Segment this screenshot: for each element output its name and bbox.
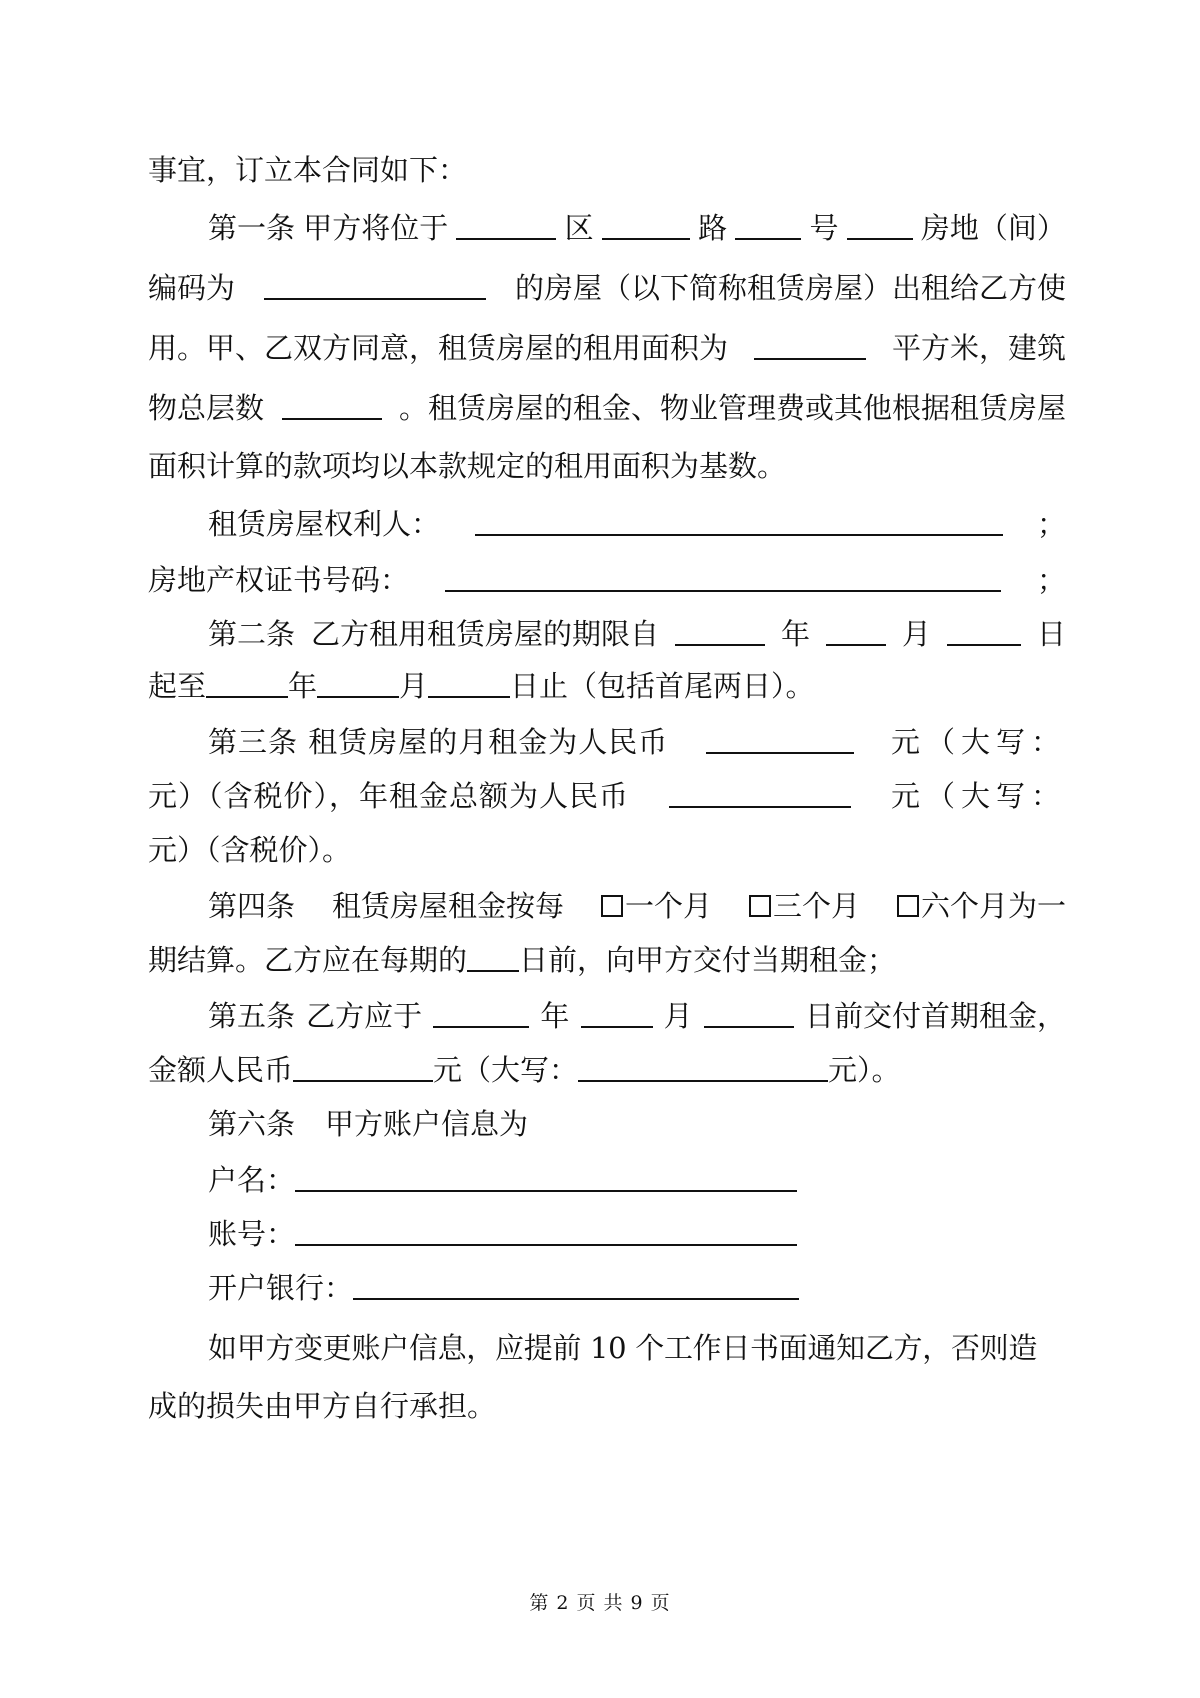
note-line-2 xyxy=(148,1386,1066,1426)
code-label: 编码为 xyxy=(148,271,236,305)
article-5-line-2 xyxy=(148,1050,1066,1090)
cert-end: ； xyxy=(1036,563,1066,597)
article-2-text: 乙方租用租赁房屋的期限自 xyxy=(311,617,660,651)
monthly-rent-label: 第三条 租赁房屋的月租金为人民币 xyxy=(208,725,669,759)
option-label: 三个月 xyxy=(772,889,860,923)
article-5-text: 日前交付首期租金， xyxy=(804,999,1066,1033)
paragraph-intro xyxy=(148,150,1066,190)
checkbox-icon[interactable] xyxy=(749,895,771,917)
article-5-line-1 xyxy=(208,996,1066,1036)
owner-end: ； xyxy=(1036,507,1066,541)
account-number-blank[interactable] xyxy=(295,1214,797,1246)
article-3-end: 元）（含税价）。 xyxy=(148,833,352,867)
number-blank[interactable] xyxy=(735,208,801,240)
bank-blank[interactable] xyxy=(353,1268,799,1300)
bank-line xyxy=(208,1268,1066,1308)
start-month-blank[interactable] xyxy=(826,614,886,646)
owner-label: 租赁房屋权利人： xyxy=(208,507,441,541)
month-label: 月 xyxy=(663,999,693,1033)
number-label: 号 xyxy=(809,211,839,245)
start-year-blank[interactable] xyxy=(675,614,765,646)
area-unit: 平方米，建筑 xyxy=(891,331,1066,365)
article-4-heading: 第四条 xyxy=(208,889,296,923)
room-label: 房地（间） xyxy=(920,211,1066,245)
day-label: 日 xyxy=(1036,617,1066,651)
annual-rent-label: 元）（含税价），年租金总额为人民币 xyxy=(148,779,630,813)
year-label: 年 xyxy=(288,669,318,703)
article-6-heading: 第六条 xyxy=(208,1107,296,1141)
amount-label: 金额人民币 xyxy=(148,1053,294,1087)
account-name-line xyxy=(208,1160,1066,1200)
room-blank[interactable] xyxy=(847,208,913,240)
month-label: 月 xyxy=(399,669,429,703)
article-6-line-1 xyxy=(208,1104,1066,1144)
district-blank[interactable] xyxy=(456,208,556,240)
year-label: 年 xyxy=(540,999,570,1033)
floors-label: 物总层数 xyxy=(148,391,265,425)
article-5-text: 乙方应于 xyxy=(306,999,423,1033)
first-pay-day-blank[interactable] xyxy=(704,996,794,1028)
option-three-months[interactable] xyxy=(749,886,860,926)
end-day-blank[interactable] xyxy=(428,666,510,698)
first-pay-month-blank[interactable] xyxy=(581,996,653,1028)
article-1-line-1 xyxy=(208,208,1066,248)
cert-line xyxy=(148,560,1066,600)
end-year-blank[interactable] xyxy=(206,666,288,698)
road-blank[interactable] xyxy=(602,208,690,240)
uppercase-label: 元（大写： xyxy=(890,725,1066,759)
bank-label: 开户银行： xyxy=(208,1271,354,1305)
article-1-text: 的房屋（以下简称租赁房屋）出租给乙方使 xyxy=(514,271,1066,305)
uppercase-label: 元（大写： xyxy=(433,1053,579,1087)
article-1-text: 用。甲、乙双方同意，租赁房屋的租用面积为 xyxy=(148,331,729,365)
article-4-text: 租赁房屋租金按每 xyxy=(331,889,564,923)
uppercase-label: 元（大写： xyxy=(890,779,1066,813)
intro-text: 事宜，订立本合同如下： xyxy=(148,153,468,187)
first-pay-uppercase-blank[interactable] xyxy=(578,1050,828,1082)
account-name-blank[interactable] xyxy=(295,1160,797,1192)
article-2-end: 日止（包括首尾两日）。 xyxy=(510,669,815,703)
cert-blank[interactable] xyxy=(445,560,1001,592)
monthly-rent-blank[interactable] xyxy=(706,722,854,754)
month-label: 月 xyxy=(901,617,931,651)
first-pay-year-blank[interactable] xyxy=(433,996,529,1028)
article-1-line-4 xyxy=(148,388,1066,428)
account-info-title: 甲方账户信息为 xyxy=(325,1107,529,1141)
article-1-text: 面积计算的款项均以本款规定的租用面积为基数。 xyxy=(148,449,787,483)
owner-line xyxy=(208,504,1066,544)
article-5-heading: 第五条 xyxy=(208,999,296,1033)
option-one-month[interactable] xyxy=(601,886,712,926)
checkbox-icon[interactable] xyxy=(897,895,919,917)
checkbox-icon[interactable] xyxy=(601,895,623,917)
district-label: 区 xyxy=(564,211,594,245)
owner-blank[interactable] xyxy=(475,504,1003,536)
area-blank[interactable] xyxy=(754,328,866,360)
start-day-blank[interactable] xyxy=(947,614,1021,646)
article-3-line-3 xyxy=(148,830,1066,870)
road-label: 路 xyxy=(698,211,728,245)
article-4-text: 期结算。乙方应在每期的 xyxy=(148,943,468,977)
first-pay-amount-blank[interactable] xyxy=(293,1050,433,1082)
code-blank[interactable] xyxy=(264,268,486,300)
article-2-line-2 xyxy=(148,666,1066,706)
until-label: 起至 xyxy=(148,669,207,703)
note-text: 成的损失由甲方自行承担。 xyxy=(148,1389,497,1423)
article-1-line-2 xyxy=(148,268,1066,308)
account-name-label: 户名： xyxy=(208,1163,296,1197)
option-label: 六个月为一 xyxy=(920,889,1066,923)
note-line-1 xyxy=(208,1328,1066,1368)
article-1-line-5 xyxy=(148,446,1066,486)
article-1-text: 甲方将位于 xyxy=(303,211,449,245)
page-number: 第 2 页 共 9 页 xyxy=(529,1592,671,1614)
account-number-line xyxy=(208,1214,1066,1254)
article-1-line-3 xyxy=(148,328,1066,368)
annual-rent-blank[interactable] xyxy=(669,776,851,808)
option-label: 一个月 xyxy=(624,889,712,923)
article-3-line-1 xyxy=(208,722,1066,762)
article-4-end: 日前，向甲方交付当期租金； xyxy=(519,943,897,977)
payment-day-blank[interactable] xyxy=(467,940,519,972)
article-2-heading: 第二条 xyxy=(208,617,296,651)
page-footer xyxy=(0,1588,1200,1615)
year-label: 年 xyxy=(780,617,810,651)
article-3-line-2 xyxy=(148,776,1066,816)
end-month-blank[interactable] xyxy=(317,666,399,698)
article-4-line-2 xyxy=(148,940,1066,980)
cert-label: 房地产权证书号码： xyxy=(148,563,410,597)
article-2-line-1 xyxy=(208,614,1066,654)
article-4-line-1 xyxy=(208,886,1066,926)
article-1-heading: 第一条 xyxy=(208,211,296,245)
article-1-text: 。租赁房屋的租金、物业管理费或其他根据租赁房屋 xyxy=(398,391,1066,425)
option-six-months[interactable] xyxy=(897,886,1066,926)
floors-blank[interactable] xyxy=(282,388,382,420)
article-5-end: 元）。 xyxy=(828,1053,901,1087)
account-number-label: 账号： xyxy=(208,1217,296,1251)
note-text: 如甲方变更账户信息，应提前 10 个工作日书面通知乙方，否则造 xyxy=(208,1331,1038,1365)
